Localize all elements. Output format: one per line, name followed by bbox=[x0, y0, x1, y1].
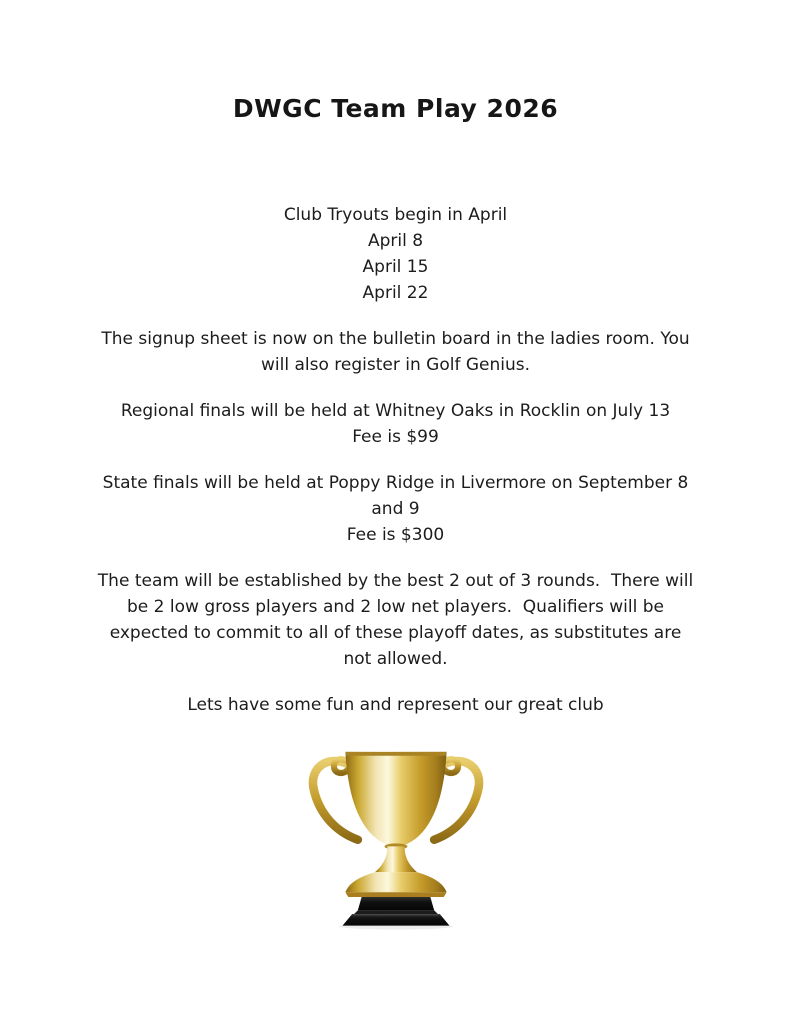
text-line: Club Tryouts begin in April bbox=[283, 205, 508, 225]
gold-trophy-image bbox=[291, 738, 501, 930]
page-title: DWGC Team Play 2026 bbox=[232, 94, 559, 123]
paragraph-state-finals bbox=[0, 470, 791, 548]
paragraph-club-tryouts bbox=[0, 202, 791, 306]
flyer-body bbox=[0, 202, 791, 934]
paragraph-closing bbox=[0, 692, 791, 718]
text-line: April 15 bbox=[362, 257, 429, 277]
paragraph-regional-finals bbox=[0, 398, 791, 450]
trophy-rim bbox=[345, 752, 446, 756]
text-line: Fee is $300 bbox=[346, 525, 445, 545]
text-line: Regional finals will be held at Whitney Oaks in Rocklin on July 13 bbox=[120, 401, 671, 421]
text-line: and 9 bbox=[371, 499, 420, 519]
text-line: will also register in Golf Genius. bbox=[261, 355, 530, 375]
trophy-cup-bowl bbox=[345, 752, 446, 846]
text-line: be 2 low gross players and 2 low net players. Qualifiers will be bbox=[127, 597, 664, 617]
trophy-image-container bbox=[0, 738, 791, 934]
trophy-foot bbox=[345, 872, 446, 892]
text-line: not allowed. bbox=[343, 649, 448, 669]
text-line: The team will be established by the best 2 out of 3 rounds. There will bbox=[97, 571, 694, 591]
trophy-base bbox=[342, 897, 449, 926]
text-line: April 8 bbox=[367, 231, 424, 251]
text-line: The signup sheet is now on the bulletin board in the ladies room. You bbox=[101, 329, 690, 349]
paragraph-signup bbox=[0, 326, 791, 378]
text-line: expected to commit to all of these playoff dates, as substitutes are bbox=[109, 623, 682, 643]
text-line: April 22 bbox=[362, 283, 429, 303]
text-line: Fee is $99 bbox=[352, 427, 439, 447]
trophy-stem bbox=[375, 846, 417, 872]
trophy-foot-rim bbox=[345, 892, 446, 897]
paragraph-team-rules bbox=[0, 568, 791, 672]
text-line: Lets have some fun and represent our great club bbox=[187, 695, 604, 715]
text-line: State finals will be held at Poppy Ridge in Livermore on September 8 bbox=[102, 473, 689, 493]
